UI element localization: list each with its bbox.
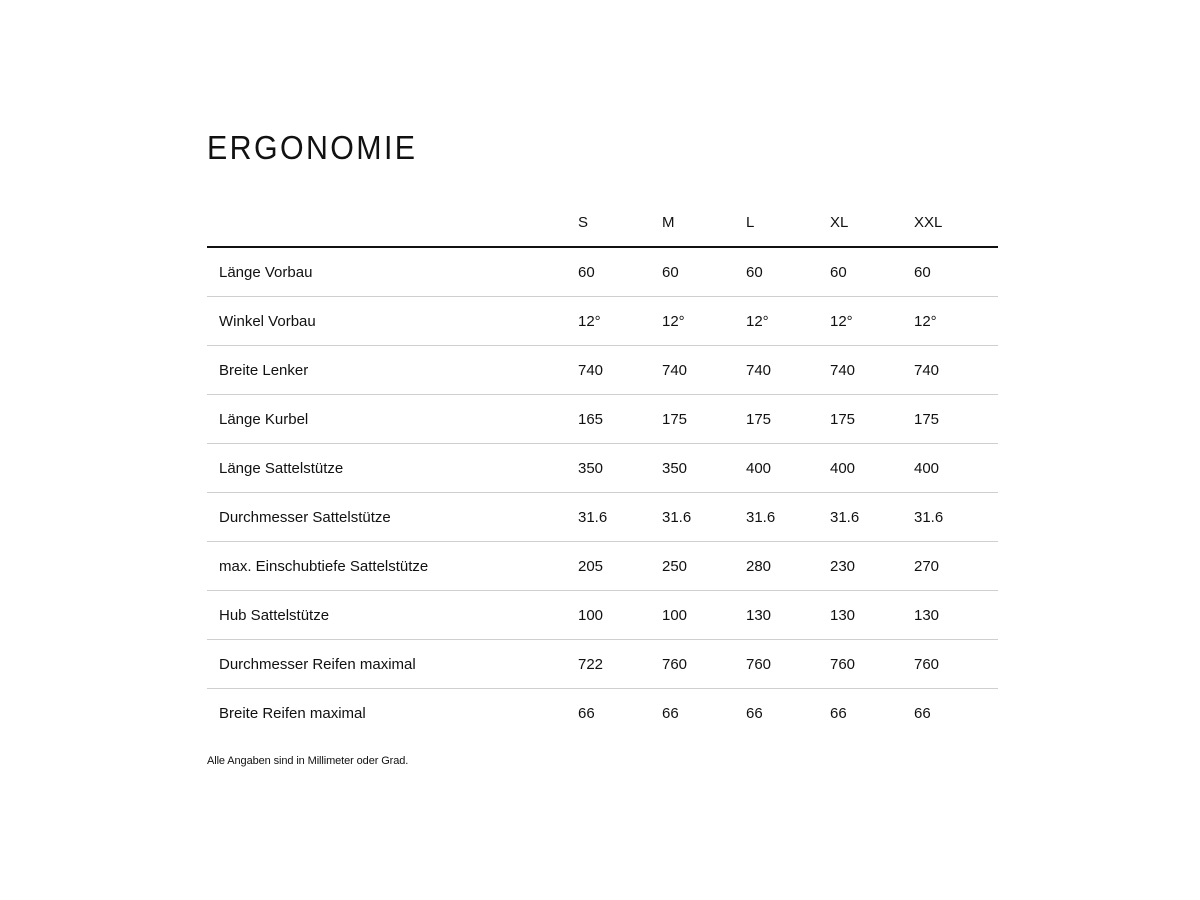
table-row bbox=[207, 493, 998, 542]
value-cell-xl: 60 bbox=[830, 247, 914, 297]
value-cell-l: 175 bbox=[746, 395, 830, 444]
row-label: Hub Sattelstütze bbox=[207, 591, 578, 640]
row-label: Länge Sattelstütze bbox=[207, 444, 578, 493]
header-size-xxl: XXL bbox=[914, 201, 998, 247]
value-cell-s: 350 bbox=[578, 444, 662, 493]
value-cell-l: 130 bbox=[746, 591, 830, 640]
ergonomics-table bbox=[207, 201, 998, 737]
value-cell-xxl: 400 bbox=[914, 444, 998, 493]
value-cell-m: 12° bbox=[662, 297, 746, 346]
value-cell-xl: 740 bbox=[830, 346, 914, 395]
value-cell-m: 250 bbox=[662, 542, 746, 591]
header-size-xl: XL bbox=[830, 201, 914, 247]
value-cell-xxl: 175 bbox=[914, 395, 998, 444]
header-size-l: L bbox=[746, 201, 830, 247]
value-cell-s: 165 bbox=[578, 395, 662, 444]
table-row bbox=[207, 689, 998, 738]
row-label: Winkel Vorbau bbox=[207, 297, 578, 346]
row-label: max. Einschubtiefe Sattelstütze bbox=[207, 542, 578, 591]
value-cell-xxl: 740 bbox=[914, 346, 998, 395]
row-label: Durchmesser Reifen maximal bbox=[207, 640, 578, 689]
table-row bbox=[207, 640, 998, 689]
table-row bbox=[207, 346, 998, 395]
value-cell-s: 66 bbox=[578, 704, 595, 722]
value-cell-s: 12° bbox=[578, 297, 662, 346]
value-cell-s: 740 bbox=[578, 346, 662, 395]
value-cell-l: 740 bbox=[746, 346, 830, 395]
value-cell-xxl: 60 bbox=[914, 247, 998, 297]
value-cell-m: 100 bbox=[662, 591, 746, 640]
value-cell-xl: 12° bbox=[830, 297, 914, 346]
value-cell-xxl: 66 bbox=[914, 704, 931, 722]
value-cell-xl: 31.6 bbox=[830, 493, 914, 542]
value-cell-xxl: 130 bbox=[914, 591, 998, 640]
value-cell-xxl: 12° bbox=[914, 297, 998, 346]
table-row bbox=[207, 444, 998, 493]
value-cell-m: 760 bbox=[662, 640, 746, 689]
value-cell-s: 100 bbox=[578, 591, 662, 640]
value-cell-xl: 230 bbox=[830, 542, 914, 591]
value-cell-xxl: 760 bbox=[914, 640, 998, 689]
value-cell-xl: 175 bbox=[830, 395, 914, 444]
value-cell-xxl: 270 bbox=[914, 542, 998, 591]
units-note: Alle Angaben sind in Millimeter oder Grad. bbox=[207, 755, 409, 767]
table-row bbox=[207, 542, 998, 591]
value-cell-xl: 66 bbox=[830, 704, 847, 722]
value-cell-l: 60 bbox=[746, 247, 830, 297]
header-size-s: S bbox=[578, 201, 662, 247]
table-row bbox=[207, 297, 998, 346]
value-cell-xl: 760 bbox=[830, 640, 914, 689]
value-cell-m: 175 bbox=[662, 395, 746, 444]
value-cell-l: 760 bbox=[746, 640, 830, 689]
header-label-cell bbox=[207, 201, 578, 247]
header-size-m: M bbox=[662, 201, 746, 247]
value-cell-s: 205 bbox=[578, 542, 662, 591]
value-cell-m: 66 bbox=[662, 704, 679, 722]
table-row bbox=[207, 247, 998, 297]
value-cell-l: 12° bbox=[746, 297, 830, 346]
table-row bbox=[207, 591, 998, 640]
value-cell-m: 31.6 bbox=[662, 493, 746, 542]
row-label: Breite Lenker bbox=[207, 346, 578, 395]
value-cell-l: 280 bbox=[746, 542, 830, 591]
row-label: Breite Reifen maximal bbox=[219, 704, 366, 722]
ergonomics-section bbox=[207, 128, 983, 767]
value-cell-m: 350 bbox=[662, 444, 746, 493]
row-label: Länge Vorbau bbox=[207, 247, 578, 297]
value-cell-s: 31.6 bbox=[578, 493, 662, 542]
value-cell-xl: 400 bbox=[830, 444, 914, 493]
table-row bbox=[207, 395, 998, 444]
value-cell-xl: 130 bbox=[830, 591, 914, 640]
section-title: ERGONOMIE bbox=[207, 129, 418, 166]
value-cell-m: 60 bbox=[662, 247, 746, 297]
table-header-row bbox=[207, 201, 998, 247]
value-cell-l: 31.6 bbox=[746, 493, 830, 542]
row-label: Länge Kurbel bbox=[207, 395, 578, 444]
value-cell-m: 740 bbox=[662, 346, 746, 395]
value-cell-s: 722 bbox=[578, 640, 662, 689]
value-cell-l: 400 bbox=[746, 444, 830, 493]
row-label: Durchmesser Sattelstütze bbox=[207, 493, 578, 542]
value-cell-xxl: 31.6 bbox=[914, 493, 998, 542]
value-cell-l: 66 bbox=[746, 704, 763, 722]
value-cell-s: 60 bbox=[578, 247, 662, 297]
